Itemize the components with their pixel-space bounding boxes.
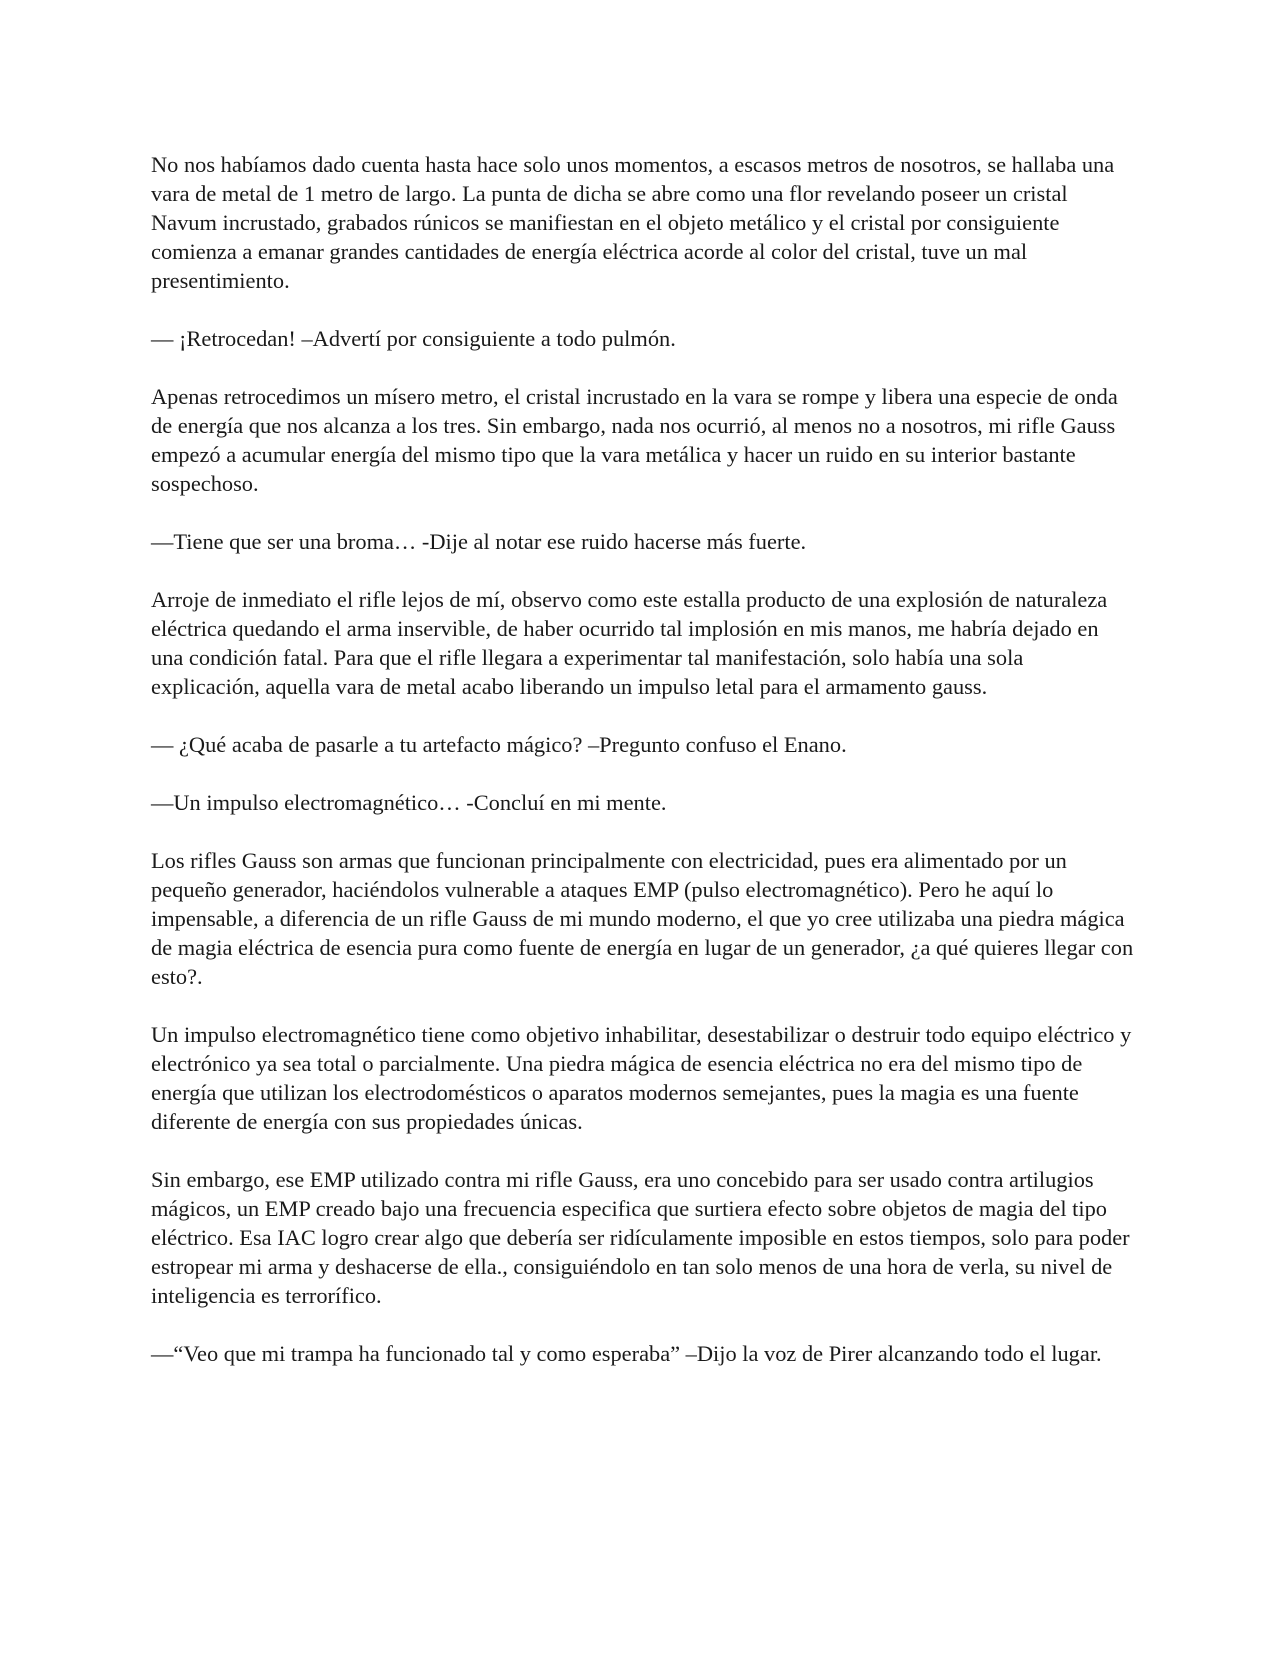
paragraph: Un impulso electromagnético tiene como objetivo inhabilitar, desestabilizar o destruir todo equipo eléctrico y electrónico ya sea total o parcialmente. Una piedra mágica de esencia eléctrica no era del mismo tipo de energía que utilizan los electrodomésticos o aparatos modernos semejantes, pues la magia es una fuente diferente de energía con sus propiedades únicas. (151, 1022, 1132, 1134)
paragraph: —“Veo que mi trampa ha funcionado tal y como esperaba” –Dijo la voz de Pirer alcanzando todo el lugar. (151, 1341, 1102, 1366)
paragraph: Los rifles Gauss son armas que funcionan principalmente con electricidad, pues era alimentado por un pequeño generador, haciéndolos vulnerable a ataques EMP (pulso electromagnético). Pero he aquí lo impensable, a diferencia de un rifle Gauss de mi mundo moderno, el que yo cree utilizaba una piedra mágica de magia eléctrica de esencia pura como fuente de energía en lugar de un generador, ¿a qué quieres llegar con esto?. (151, 848, 1134, 989)
document-body (151, 150, 1136, 1397)
paragraph: Apenas retrocedimos un mísero metro, el cristal incrustado en la vara se rompe y libera una especie de onda de energía que nos alcanza a los tres. Sin embargo, nada nos ocurrió, al menos no a nosotros, mi rifle Gauss empezó a acumular energía del mismo tipo que la vara metálica y hacer un ruido en su interior bastante sospechoso. (151, 384, 1118, 496)
paragraph: — ¿Qué acaba de pasarle a tu artefacto mágico? –Pregunto confuso el Enano. (151, 732, 847, 757)
paragraph: —Un impulso electromagnético… -Concluí en mi mente. (151, 790, 667, 815)
paragraph: — ¡Retrocedan! –Advertí por consiguiente a todo pulmón. (151, 326, 676, 351)
paragraph: Sin embargo, ese EMP utilizado contra mi rifle Gauss, era uno concebido para ser usado contra artilugios mágicos, un EMP creado bajo una frecuencia especifica que surtiera efecto sobre objetos de magia del tipo eléctrico. Esa IAC logro crear algo que debería ser ridículamente imposible en estos tiempos, solo para poder estropear mi arma y deshacerse de ella., consiguiéndolo en tan solo menos de una hora de verla, su nivel de inteligencia es terrorífico. (151, 1167, 1130, 1308)
paragraph: No nos habíamos dado cuenta hasta hace solo unos momentos, a escasos metros de nosotros, se hallaba una vara de metal de 1 metro de largo. La punta de dicha se abre como una flor revelando poseer un cristal Navum incrustado, grabados rúnicos se manifiestan en el objeto metálico y el cristal por consiguiente comienza a emanar grandes cantidades de energía eléctrica acorde al color del cristal, tuve un mal presentimiento. (151, 152, 1115, 293)
paragraph: Arroje de inmediato el rifle lejos de mí, observo como este estalla producto de una explosión de naturaleza eléctrica quedando el arma inservible, de haber ocurrido tal implosión en mis manos, me habría dejado en una condición fatal. Para que el rifle llegara a experimentar tal manifestación, solo había una sola explicación, aquella vara de metal acabo liberando un impulso letal para el armamento gauss. (151, 587, 1108, 699)
paragraph: —Tiene que ser una broma… -Dije al notar ese ruido hacerse más fuerte. (151, 529, 807, 554)
